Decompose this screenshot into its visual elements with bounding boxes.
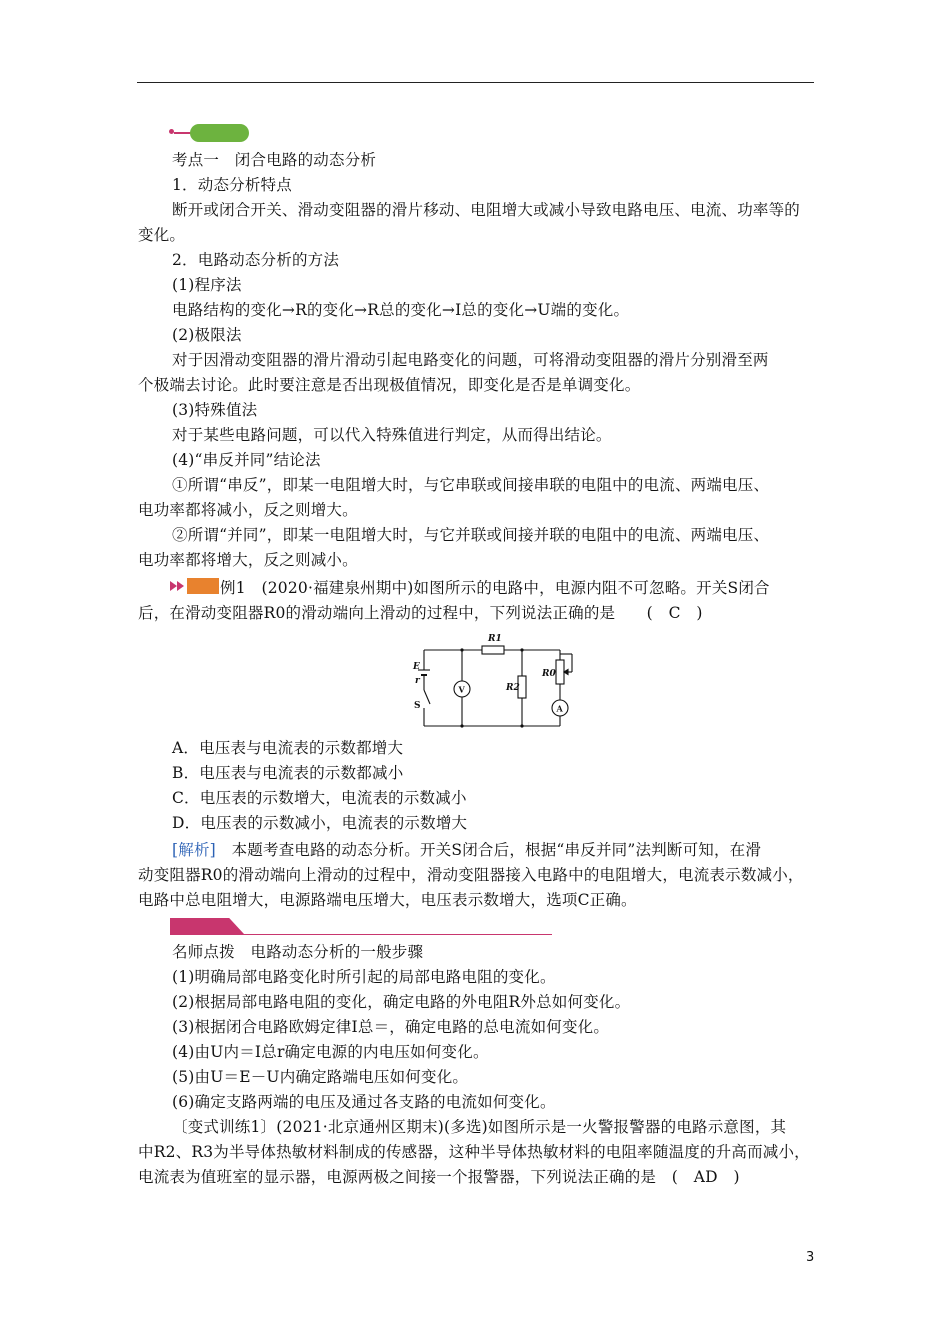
example-line-2: 后，在滑动变阻器R0的滑动端向上滑动的过程中，下列说法正确的是 ( C ) <box>138 604 703 622</box>
paragraph-1a: 断开或闭合开关、滑动变阻器的滑片移动、电阻增大或减小导致电路电压、电流、功率等的 <box>172 201 801 219</box>
example-line-1: 例1 (2020·福建泉州期中)如图所示的电路中，电源内阻不可忽略。开关S闭合 <box>220 579 770 597</box>
tip-step-6: (6)确定支路两端的电压及通过各支路的电流如何变化。 <box>172 1093 556 1111</box>
analysis-label: [解析] <box>172 841 216 859</box>
method-4-a2: 电功率都将减小，反之则增大。 <box>138 501 358 519</box>
variant-line-1: 〔变式训练1〕(2021·北京通州区期末)(多选)如图所示是一火警报警器的电路示意图，其 <box>172 1118 787 1136</box>
method-1-text: 电路结构的变化→R的变化→R总的变化→I总的变化→U端的变化。 <box>172 301 630 319</box>
method-4-b2: 电功率都将增大，反之则减小。 <box>138 551 358 569</box>
label-V: V <box>458 684 465 695</box>
tip-step-2: (2)根据局部电路电阻的变化，确定电路的外电阻R外总如何变化。 <box>172 993 631 1011</box>
tip-step-1: (1)明确局部电路变化时所引起的局部电路电阻的变化。 <box>172 968 556 986</box>
option-c: C．电压表的示数增大，电流表的示数减小 <box>172 789 467 807</box>
method-3-a: 对于某些电路问题，可以代入特殊值进行判定，从而得出结论。 <box>172 426 612 444</box>
page-number: 3 <box>806 1250 815 1265</box>
analysis-line-1: [解析] 本题考查电路的动态分析。开关S闭合后，根据“串反并同”法判断可知，在滑 <box>172 841 762 859</box>
label-R1: R1 <box>488 634 502 644</box>
label-R2: R2 <box>506 683 520 693</box>
method-4: (4)“串反并同”结论法 <box>172 451 321 469</box>
heading-2: 2．电路动态分析的方法 <box>172 251 340 269</box>
section-title: 考点一 闭合电路的动态分析 <box>172 151 377 169</box>
label-R0: R0 <box>542 669 556 679</box>
tip-step-3: (3)根据闭合电路欧姆定律I总＝，确定电路的总电流如何变化。 <box>172 1018 610 1036</box>
heading-1: 1．动态分析特点 <box>172 176 292 194</box>
option-a: A．电压表与电流表的示数都增大 <box>172 739 404 757</box>
option-b: B．电压表与电流表的示数都减小 <box>172 764 404 782</box>
example-badge <box>187 578 219 594</box>
method-4-b1: ②所谓“并同”，即某一电阻增大时，与它并联或间接并联的电阻中的电流、两端电压、 <box>172 526 770 544</box>
analysis-line-2: 动变阻器R0的滑动端向上滑动的过程中，滑动变阻器接入电路中的电阻增大，电流表示数减小， <box>138 866 804 884</box>
variant-line-3: 电流表为值班室的显示器，电源两极之间接一个报警器，下列说法正确的是 ( AD ) <box>138 1168 740 1186</box>
label-E: E <box>413 662 420 672</box>
variant-line-2: 中R2、R3为半导体热敏材料制成的传感器，这种半导体热敏材料的电阻率随温度的升高而减小， <box>138 1143 810 1161</box>
tip-step-5: (5)由U＝E－U内确定路端电压如何变化。 <box>172 1068 469 1086</box>
label-S: S <box>414 701 421 711</box>
tip-title: 名师点拨 电路动态分析的一般步骤 <box>172 943 424 961</box>
tip-step-4: (4)由U内＝I总r确定电源的内电压如何变化。 <box>172 1043 489 1061</box>
method-2-b: 个极端去讨论。此时要注意是否出现极值情况，即变化是否是单调变化。 <box>138 376 641 394</box>
method-2-a: 对于因滑动变阻器的滑片滑动引起电路变化的问题，可将滑动变阻器的滑片分别滑至两 <box>172 351 769 369</box>
method-3: (3)特殊值法 <box>172 401 258 419</box>
label-r: r <box>415 676 420 686</box>
paragraph-1b: 变化。 <box>138 226 186 244</box>
option-d: D．电压表的示数减小，电流表的示数增大 <box>172 814 468 832</box>
method-1: (1)程序法 <box>172 276 242 294</box>
analysis-line-3: 电路中总电阻增大，电源路端电压增大，电压表示数增大，选项C正确。 <box>138 891 637 909</box>
label-A: A <box>556 703 563 714</box>
example-arrow-icon <box>170 580 186 592</box>
circuit-diagram <box>412 628 584 728</box>
method-2: (2)极限法 <box>172 326 242 344</box>
header-rule <box>137 82 814 83</box>
method-4-a1: ①所谓“串反”，即某一电阻增大时，与它串联或间接串联的电阻中的电流、两端电压、 <box>172 476 770 494</box>
